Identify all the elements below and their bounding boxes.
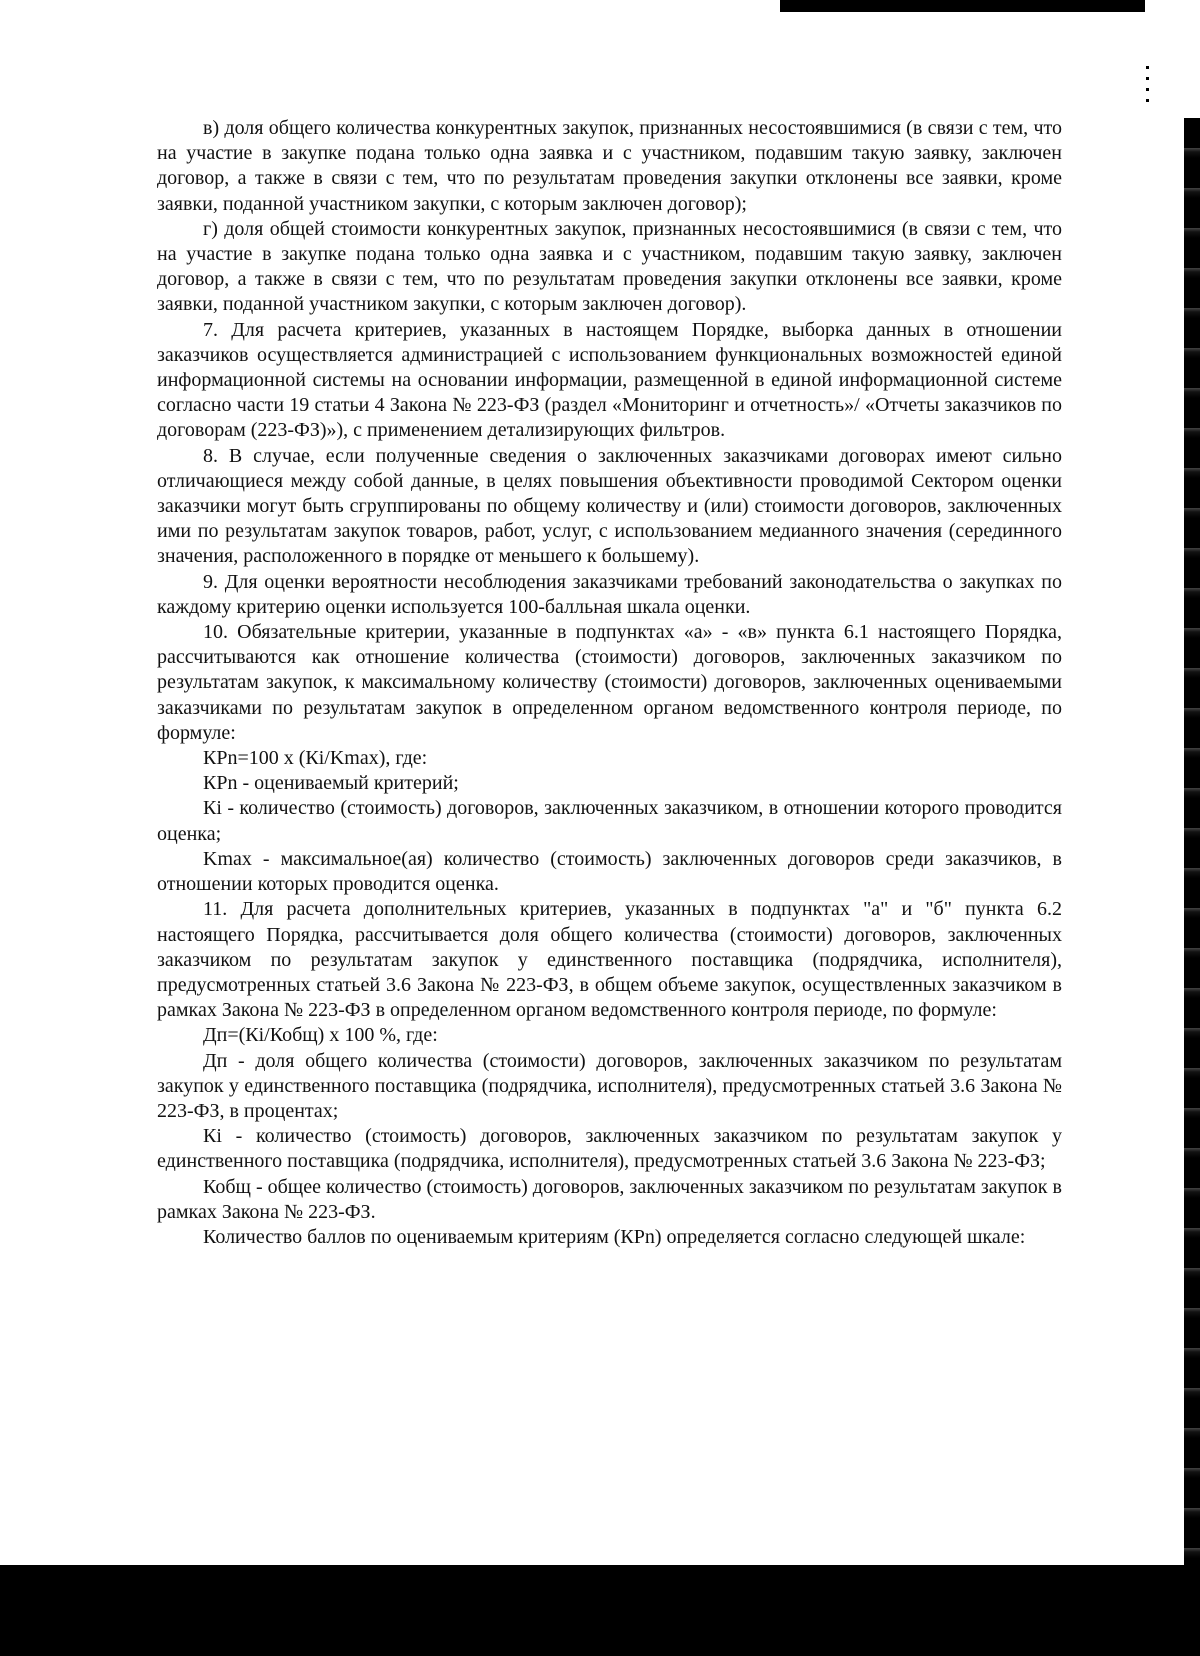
paragraph-scale-intro: Количество баллов по оцениваемым критериям (КРn) определяется согласно следующей шкале:: [203, 1225, 1026, 1248]
paragraph-11: 11. Для расчета дополнительных критериев, указанных в подпунктах "а" и "б" пункта 6.2 настоящего Порядка, рассчитывается доля общего количества (стоимости) договоров, заключенных заказчиком по результатам закупок у единственного поставщика (подрядчика, исполнителя), предусмотренных статьей 3.6 Закона № 223-ФЗ, в общем объеме закупок, осуществленных заказчиком в рамках Закона № 223-ФЗ в определенном органом ведомственного контроля периоде, по формуле:: [157, 898, 1062, 1022]
paragraph-10: 10. Обязательные критерии, указанные в подпунктах «а» - «в» пункта 6.1 настоящего Порядка, рассчитываются как отношение количества (стоимости) договоров, заключенных заказчиком по результатам закупок, к максимальному количеству (стоимости) договоров, заключенных оцениваемыми заказчиками по результатам закупок в определенном органом ведомственного контроля периоде, по формуле:: [157, 621, 1062, 744]
paragraph-g: г) доля общей стоимости конкурентных закупок, признанных несостоявшимися (в связи с тем, что на участие в закупке подана только одна заявка и с участником, подавшим такую заявку, заключен договор, а также в связи с тем, что по результатам проведения закупки отклонены все заявки, кроме заявки, поданной участником закупки, с которым заключен договор).: [157, 217, 1062, 316]
scan-bottom-edge: [0, 1565, 1200, 1656]
definition-kobshch: Кобщ - общее количество (стоимость) договоров, заключенных заказчиком по результатам закупок в рамках Закона № 223-ФЗ.: [157, 1175, 1062, 1223]
paragraph-8: 8. В случае, если полученные сведения о заключенных заказчиками договорах имеют сильно отличающиеся между собой данные, в целях повышения объективности проводимой Сектором оценки заказчики могут быть сгруппированы по общему количеству и (или) стоимости договоров, заключенных ими по результатам закупок товаров, работ, услуг, с использованием медианного значения (серединного значения, расположенного в порядке от меньшего к большему).: [157, 444, 1062, 568]
document-body: [157, 116, 1062, 1250]
scan-right-edge: [1184, 118, 1200, 1568]
paragraph-9: 9. Для оценки вероятности несоблюдения заказчиками требований законодательства о закупках по каждому критерию оценки используется 100-балльная шкала оценки.: [157, 570, 1062, 618]
paragraph-v: в) доля общего количества конкурентных закупок, признанных несостоявшимися (в связи с тем, что на участие в закупке подана только одна заявка и с участником, подавшим такую заявку, заключен договор, а также в связи с тем, что по результатам проведения закупки отклонены все заявки, кроме заявки, поданной участником закупки, с которым заключен договор);: [157, 117, 1062, 215]
scan-top-edge: [780, 0, 1145, 12]
definition-dp: Дп - доля общего количества (стоимости) договоров, заключенных заказчиком по результатам закупок у единственного поставщика (подрядчика, исполнителя), предусмотренных статьей 3.6 Закона № 223-ФЗ, в процентах;: [157, 1049, 1062, 1122]
definition-ki: Кi - количество (стоимость) договоров, заключенных заказчиком, в отношении которого проводится оценка;: [157, 797, 1062, 845]
scan-margin-marks: [1146, 66, 1149, 102]
definition-ki-single-supplier: Кi - количество (стоимость) договоров, заключенных заказчиком по результатам закупок у единственного поставщика (подрядчика, исполнителя), предусмотренных статьей 3.6 Закона № 223-ФЗ;: [157, 1125, 1062, 1173]
paragraph-7: 7. Для расчета критериев, указанных в настоящем Порядке, выборка данных в отношении заказчиков осуществляется администрацией с использованием функциональных возможностей единой информационной системы на основании информации, размещенной в единой информационной системе согласно части 19 статьи 4 Закона № 223-ФЗ (раздел «Мониторинг и отчетность»/ «Отчеты заказчиков по договорам (223-ФЗ)»), с применением детализирующих фильтров.: [157, 318, 1062, 442]
formula-dp: Дп=(Кi/Кобщ) х 100 %, где:: [203, 1024, 438, 1047]
formula-krn: КРn=100 х (Кi/Kmax), где:: [203, 747, 428, 770]
definition-kmax: Kmax - максимальное(ая) количество (стоимость) заключенных договоров среди заказчиков, в отношении которых проводится оценка.: [157, 847, 1062, 896]
definition-krn: КРn - оцениваемый критерий;: [203, 772, 459, 795]
